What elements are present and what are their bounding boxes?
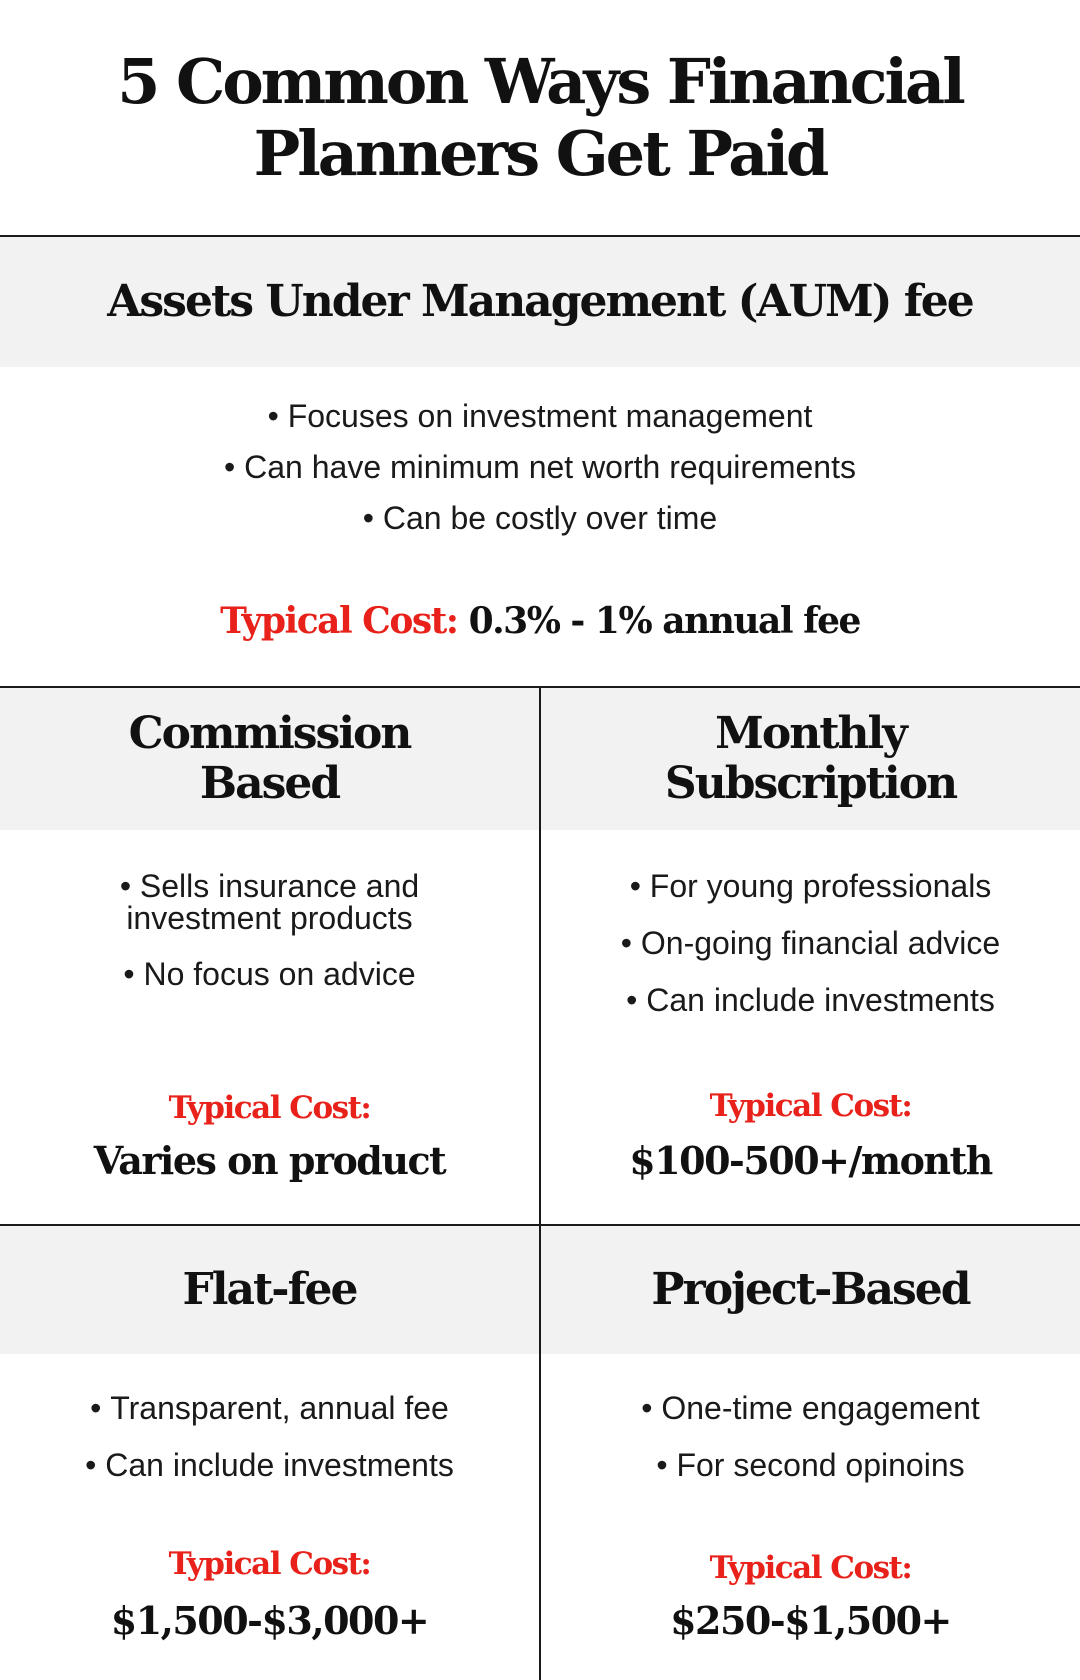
aum-bullet-list [0,398,1080,537]
aum-heading: Assets Under Management (AUM) fee [107,276,973,327]
flat-fee-bullet: • Transparent, annual fee [90,1390,449,1427]
project-cost-value: $250-$1,500+ [670,1598,951,1643]
subscription-bullet: • Can include investments [626,982,995,1019]
project-heading: Project-Based [651,1264,970,1315]
aum-bullet: • Can be costly over time [363,500,717,537]
aum-bullet: • Focuses on investment management [268,398,813,435]
aum-heading-band [0,237,1080,367]
subscription-bullet: • On-going financial advice [621,925,1000,962]
flat-fee-bullet: • Can include investments [85,1447,454,1484]
page-title-line-1: 5 Common Ways Financial [117,45,963,118]
commission-heading-band [0,688,539,830]
project-bullet: • For second opinoins [656,1447,964,1484]
flat-fee-bullet-list [0,1390,539,1484]
commission-heading-line-1: Commission [128,708,411,759]
project-heading-band [541,1226,1080,1354]
commission-cost-label: Typical Cost: [168,1090,371,1126]
subscription-heading-band [541,688,1080,830]
page-title [0,0,1080,236]
commission-bullet [120,870,419,934]
subscription-cost-label: Typical Cost: [709,1088,912,1124]
commission-bullet-list [0,870,539,993]
aum-cost-value: 0.3% - 1% annual fee [468,600,860,642]
flat-fee-heading: Flat-fee [182,1264,357,1315]
subscription-heading-line-2: Subscription [664,758,957,809]
project-cost-label: Typical Cost: [709,1550,912,1586]
project-bullet-list [541,1390,1080,1484]
subscription-cost-value: $100-500+/month [629,1138,992,1183]
subscription-bullet: • For young professionals [630,868,992,905]
commission-bullet-line: • Sells insurance and [120,870,419,902]
subscription-bullet-list [541,868,1080,1019]
subscription-heading-line-1: Monthly [715,708,906,759]
commission-heading-line-2: Based [199,758,340,809]
aum-typical-cost [0,600,1080,642]
flat-fee-cost-value: $1,500-$3,000+ [110,1598,429,1643]
project-bullet: • One-time engagement [641,1390,980,1427]
page-title-line-2: Planners Get Paid [253,117,827,190]
commission-bullet-line: investment products [126,900,413,936]
aum-bullet: • Can have minimum net worth requirements [224,449,856,486]
aum-cost-label: Typical Cost: [220,600,458,642]
flat-fee-cost-label: Typical Cost: [168,1546,371,1582]
flat-fee-heading-band [0,1226,539,1354]
commission-cost-value: Varies on product [93,1138,446,1183]
commission-bullet: • No focus on advice [123,956,415,993]
